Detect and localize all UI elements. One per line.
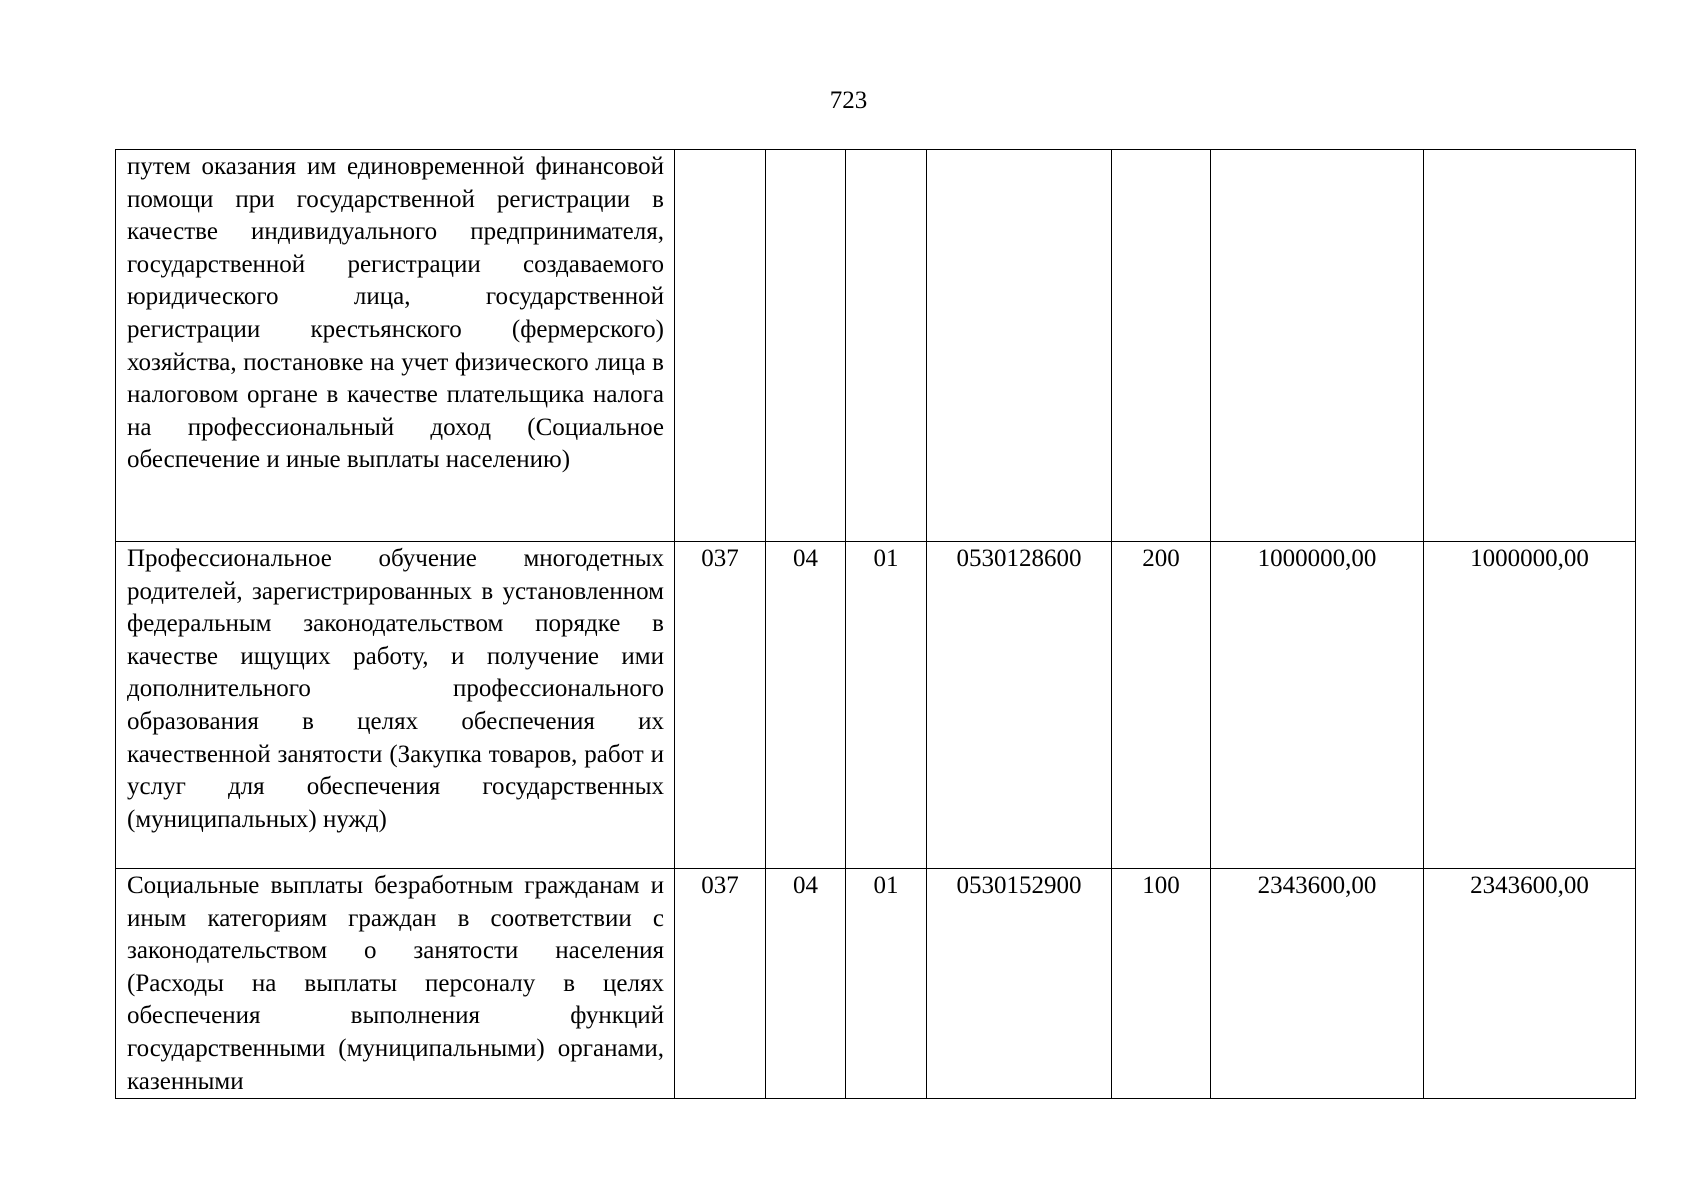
- amount-year-1: 2343600,00: [1211, 869, 1424, 1099]
- budget-table: [115, 149, 1636, 1099]
- row-description: Социальные выплаты безработным гражданам и иным категориям граждан в соответствии с законодательством о занятости населения (Расходы на выплаты персоналу в целях обеспечения выполнения функций государственными (муниципальными) органами, казенными: [116, 869, 675, 1099]
- table-row: [116, 869, 1636, 1099]
- amount-year-2: [1424, 150, 1636, 542]
- subsection-code: [846, 150, 927, 542]
- row-description: Профессиональное обучение многодетных родителей, зарегистрированных в установленном федеральным законодательством порядке в качестве ищущих работу, и получение ими дополнительного профессионального образования в целях обеспечения их качественной занятости (Закупка товаров, работ и услуг для обеспечения государственных (муниципальных) нужд): [116, 542, 675, 869]
- amount-year-1: 1000000,00: [1211, 542, 1424, 869]
- target-article-code: 0530152900: [927, 869, 1112, 1099]
- table-row: [116, 542, 1636, 869]
- expense-type-code: 200: [1112, 542, 1211, 869]
- row-description: путем оказания им единовременной финансовой помощи при государственной регистрации в качестве индивидуального предпринимателя, государственной регистрации создаваемого юридического лица, государственной регистрации крестьянского (фермерского) хозяйства, постановке на учет физического лица в налоговом органе в качестве плательщика налога на профессиональный доход (Социальное обеспечение и иные выплаты населению): [116, 150, 675, 542]
- target-article-code: 0530128600: [927, 542, 1112, 869]
- ministry-code: 037: [675, 869, 766, 1099]
- subsection-code: 01: [846, 542, 927, 869]
- section-code: [766, 150, 846, 542]
- target-article-code: [927, 150, 1112, 542]
- subsection-code: 01: [846, 869, 927, 1099]
- page-number: 723: [829, 87, 868, 114]
- amount-year-2: 2343600,00: [1424, 869, 1636, 1099]
- amount-year-1: [1211, 150, 1424, 542]
- table-row: [116, 150, 1636, 542]
- amount-year-2: 1000000,00: [1424, 542, 1636, 869]
- section-code: 04: [766, 869, 846, 1099]
- section-code: 04: [766, 542, 846, 869]
- ministry-code: [675, 150, 766, 542]
- expense-type-code: 100: [1112, 869, 1211, 1099]
- expense-type-code: [1112, 150, 1211, 542]
- ministry-code: 037: [675, 542, 766, 869]
